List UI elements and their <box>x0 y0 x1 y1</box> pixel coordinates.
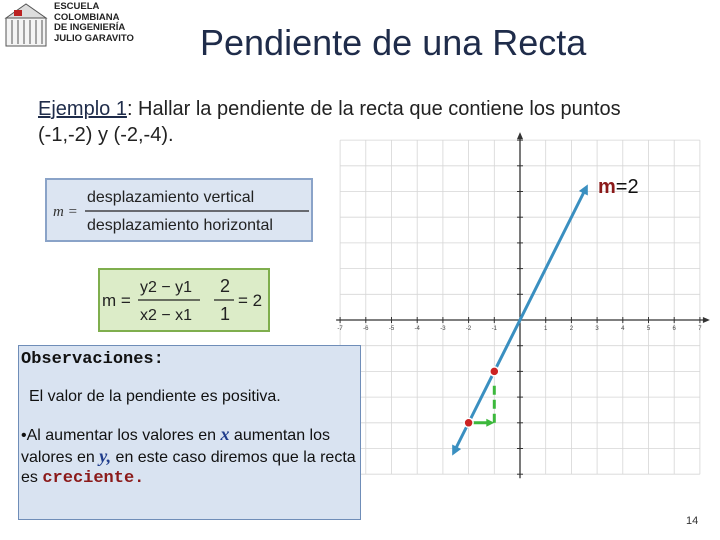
slope-label <box>598 176 639 199</box>
x-tick-label: -5 <box>388 326 395 332</box>
x-tick-label: 2 <box>569 326 574 332</box>
slope-symbol: m <box>598 176 616 198</box>
obs-text: •Al aumentar los valores en <box>21 427 221 444</box>
data-point <box>464 418 473 427</box>
formula-denominator: desplazamiento horizontal <box>87 217 273 234</box>
page-number: 14 <box>686 515 699 527</box>
example-label: Ejemplo 1 <box>38 98 127 120</box>
formula2-result: = 2 <box>238 291 263 310</box>
x-tick-label: 1 <box>544 326 548 332</box>
x-tick-label: 5 <box>646 326 651 332</box>
formula2-numerator: y2 − y1 <box>140 279 193 296</box>
formula2-lhs: m = <box>102 291 131 310</box>
logo-line: COLOMBIANA <box>54 11 120 23</box>
y-axis-arrow-icon <box>517 132 523 139</box>
logo-line: JULIO GARAVITO <box>54 32 134 44</box>
x-tick-label: -7 <box>337 326 343 332</box>
obs-text: aumentan los valores en <box>21 427 330 466</box>
obs-text: en este caso diremos que la recta es <box>21 449 356 486</box>
example-text: Hallar la pendiente de la recta que contiene los puntos (-1,-2) y (-2,-4). <box>38 98 621 146</box>
observation-positive-slope: El valor de la pendiente es positiva. <box>29 388 281 405</box>
slope-value: =2 <box>615 176 639 198</box>
x-tick-label: -4 <box>414 326 420 332</box>
formula-lhs: m = <box>53 204 78 220</box>
x-tick-label: -1 <box>491 326 497 332</box>
formula2-num-value: 2 <box>220 276 231 296</box>
variable-x: x <box>220 424 230 444</box>
x-tick-label: -2 <box>465 326 472 332</box>
observations-box <box>18 345 361 520</box>
x-tick-label: -3 <box>440 326 446 332</box>
logo-line: DE INGENIERÍA <box>54 22 126 33</box>
formula2-den-value: 1 <box>220 304 231 324</box>
formula2-denominator: x2 − x1 <box>140 307 193 324</box>
example-separator: : <box>126 98 133 120</box>
page-title: Pendiente de una Recta <box>200 22 587 63</box>
logo-line: ESCUELA <box>54 1 100 12</box>
x-tick-label: 6 <box>672 326 676 332</box>
increasing-word: creciente. <box>42 469 145 488</box>
graph-axes <box>336 132 710 478</box>
observation-increasing <box>21 424 356 489</box>
variable-y: y, <box>99 446 112 466</box>
x-tick-label: 4 <box>621 326 625 332</box>
x-tick-label: 7 <box>698 326 702 332</box>
formula-numerator: desplazamiento vertical <box>87 189 255 206</box>
x-axis-arrow-icon <box>703 317 710 323</box>
x-tick-label: 3 <box>595 326 599 332</box>
observations-title: Observaciones: <box>21 350 164 369</box>
data-point <box>490 367 499 376</box>
x-tick-label: -6 <box>363 326 369 332</box>
